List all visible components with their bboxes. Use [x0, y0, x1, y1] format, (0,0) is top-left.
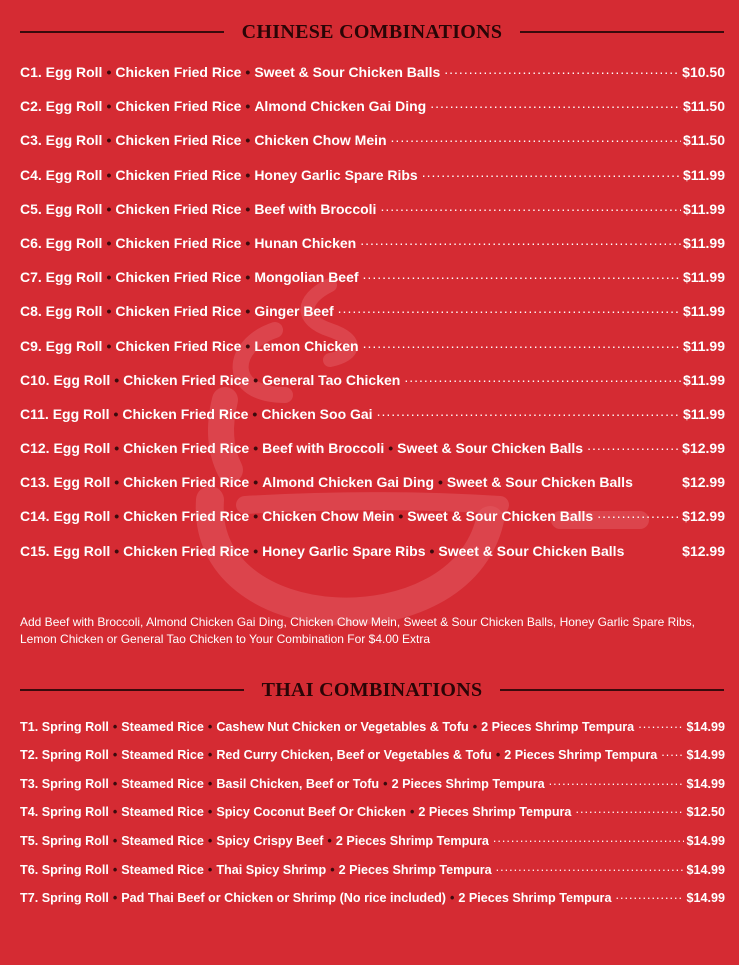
menu-item-component: Beef with Broccoli [254, 200, 377, 217]
dot-leader [496, 861, 685, 874]
bullet-separator: • [253, 474, 259, 491]
menu-item-component: Ginger Beef [254, 303, 334, 320]
menu-item-component: 2 Pieces Shrimp Tempura [458, 891, 612, 906]
menu-item-component: C10. Egg Roll [20, 371, 111, 388]
bullet-separator: • [112, 891, 118, 906]
thai-combination-list [20, 718, 725, 918]
bullet-separator: • [207, 805, 213, 820]
menu-item-price: $14.99 [686, 833, 725, 848]
bullet-separator: • [114, 371, 120, 388]
bullet-separator: • [383, 776, 388, 791]
menu-item-component: C2. Egg Roll [20, 98, 103, 115]
menu-item-description [20, 834, 489, 848]
dot-leader [597, 507, 680, 521]
bullet-separator: • [245, 200, 251, 217]
bullet-separator: • [245, 269, 251, 286]
menu-item-component: Chicken Fried Rice [115, 64, 242, 80]
menu-item-component: Chicken Fried Rice [123, 474, 250, 491]
menu-item-component: C4. Egg Roll [20, 166, 103, 183]
bullet-separator: • [207, 833, 213, 848]
menu-item-component: Mongolian Beef [254, 269, 359, 286]
menu-item-price: $14.99 [686, 719, 725, 734]
menu-item [20, 337, 725, 371]
menu-item-component: 2 Pieces Shrimp Tempura [418, 805, 572, 820]
bullet-separator: • [207, 748, 213, 763]
menu-item [20, 371, 725, 405]
bullet-separator: • [245, 132, 251, 149]
menu-item-description [20, 440, 583, 456]
bullet-separator: • [106, 132, 112, 149]
menu-item-component: Sweet & Sour Chicken Balls [438, 542, 625, 559]
bullet-separator: • [245, 337, 251, 354]
menu-item-description [20, 132, 387, 148]
menu-item-component: Chicken Fried Rice [115, 234, 242, 251]
dot-leader [338, 302, 681, 316]
menu-item-price: $11.99 [682, 405, 725, 422]
menu-item [20, 439, 725, 473]
bullet-separator: • [253, 508, 259, 525]
dot-leader [363, 337, 681, 351]
menu-item-component: Chicken Soo Gai [261, 405, 373, 422]
dot-leader [391, 131, 681, 145]
menu-item-description [20, 372, 400, 388]
menu-item-component: Spicy Coconut Beef Or Chicken [216, 805, 406, 820]
dot-leader [430, 97, 681, 111]
menu-item-component: C8. Egg Roll [20, 303, 103, 320]
bullet-separator: • [114, 508, 120, 525]
menu-item-price: $12.99 [682, 508, 725, 525]
menu-item [20, 268, 725, 302]
menu-item-price: $11.99 [682, 337, 725, 354]
menu-item-description [20, 98, 426, 114]
menu-item-component: Spicy Crispy Beef [216, 833, 324, 848]
dot-leader [377, 405, 681, 419]
menu-item [20, 832, 725, 861]
bullet-separator: • [114, 440, 120, 457]
bullet-separator: • [112, 805, 118, 820]
bullet-separator: • [112, 776, 118, 791]
bullet-separator: • [106, 200, 112, 217]
menu-item-description [20, 891, 611, 905]
menu-item-description [20, 543, 624, 559]
menu-item-component: T7. Spring Roll [20, 891, 109, 906]
dot-leader [587, 439, 680, 453]
menu-item-price: $14.99 [686, 862, 725, 877]
menu-item-price: $11.50 [682, 98, 725, 115]
bullet-separator: • [207, 862, 213, 877]
bullet-separator: • [112, 748, 118, 763]
bullet-separator: • [114, 474, 120, 491]
menu-item-component: General Tao Chicken [262, 371, 401, 388]
menu-item [20, 63, 725, 97]
dot-leader [444, 63, 680, 77]
menu-item-price: $11.99 [682, 371, 725, 388]
bullet-separator: • [106, 269, 112, 286]
menu-item-component: C11. Egg Roll [20, 405, 110, 422]
dot-leader [404, 371, 681, 385]
menu-item-price: $11.99 [682, 269, 725, 286]
menu-item [20, 131, 725, 165]
menu-item-component: Almond Chicken Gai Ding [262, 474, 434, 491]
menu-item-price: $14.99 [686, 776, 725, 791]
menu-item-component: C6. Egg Roll [20, 234, 103, 251]
header-rule-right [500, 689, 724, 691]
dot-leader [380, 200, 680, 214]
menu-item-component: Pad Thai Beef or Chicken or Shrimp (No rice included) [121, 891, 446, 906]
bullet-separator: • [388, 440, 394, 457]
menu-item-component: Steamed Rice [121, 776, 204, 791]
menu-item-component: C1. Egg Roll [20, 64, 103, 80]
menu-item [20, 542, 725, 576]
bullet-separator: • [112, 719, 118, 734]
extra-option-note: Add Beef with Broccoli, Almond Chicken Gai Ding, Chicken Chow Mein, Sweet & Sour Chicken Balls, Honey Garlic Spare Ribs, Lemon Chicken or General Tao Chicken to Your Combination For $4.00 Extra [20, 615, 695, 646]
menu-item-component: 2 Pieces Shrimp Tempura [338, 862, 492, 877]
menu-item-component: C13. Egg Roll [20, 474, 111, 491]
menu-item-price: $14.99 [686, 748, 725, 763]
bullet-separator: • [245, 64, 251, 80]
menu-item [20, 200, 725, 234]
dot-leader [615, 890, 684, 903]
menu-item-component: Steamed Rice [121, 805, 204, 820]
menu-item-component: 2 Pieces Shrimp Tempura [481, 719, 635, 734]
menu-item [20, 775, 725, 804]
menu-item-component: Chicken Fried Rice [123, 508, 250, 525]
menu-item-description [20, 777, 545, 791]
menu-item-price: $11.99 [682, 200, 725, 217]
menu-item [20, 804, 725, 833]
menu-item-component: Chicken Fried Rice [115, 303, 242, 320]
bullet-separator: • [398, 508, 404, 525]
menu-item-component: Chicken Chow Mein [262, 508, 395, 525]
menu-item [20, 890, 725, 919]
header-rule-left [20, 31, 224, 33]
menu-item [20, 861, 725, 890]
header-rule-left [20, 689, 244, 691]
menu-item [20, 302, 725, 336]
menu-item-component: Chicken Fried Rice [115, 337, 242, 354]
chinese-header [20, 17, 724, 47]
menu-item-price: $11.99 [682, 166, 725, 183]
menu-item-description [20, 720, 634, 734]
bullet-separator: • [113, 405, 119, 422]
menu-item [20, 405, 725, 439]
menu-item-price: $11.99 [682, 234, 725, 251]
dot-leader [628, 542, 680, 556]
bullet-separator: • [245, 98, 251, 115]
dot-leader [549, 775, 685, 788]
bullet-separator: • [449, 891, 455, 906]
bullet-separator: • [106, 337, 112, 354]
bullet-separator: • [106, 166, 112, 183]
menu-item-component: T1. Spring Roll [20, 719, 109, 734]
bullet-separator: • [112, 862, 118, 877]
menu-item-component: Beef with Broccoli [262, 440, 385, 457]
menu-item [20, 718, 725, 747]
menu-item-price: $12.99 [682, 440, 725, 457]
menu-item-component: T3. Spring Roll [20, 776, 109, 791]
menu-item-description [20, 303, 334, 319]
bullet-separator: • [207, 719, 213, 734]
menu-item-description [20, 474, 633, 490]
menu-item-component: Sweet & Sour Chicken Balls [446, 474, 633, 491]
menu-item-description [20, 406, 373, 422]
menu-item-description [20, 201, 376, 217]
dot-leader [360, 234, 681, 248]
bullet-separator: • [252, 405, 258, 422]
menu-item-component: Chicken Fried Rice [115, 269, 242, 286]
menu-item-component: Honey Garlic Spare Ribs [254, 166, 418, 183]
bullet-separator: • [114, 542, 120, 559]
dot-leader [575, 804, 684, 817]
menu-item-component: Chicken Fried Rice [123, 371, 250, 388]
menu-item-component: C3. Egg Roll [20, 132, 103, 149]
menu-item-component: C7. Egg Roll [20, 269, 103, 286]
menu-item [20, 166, 725, 200]
bullet-separator: • [472, 719, 478, 734]
bullet-separator: • [253, 542, 259, 559]
bullet-separator: • [106, 234, 112, 251]
chinese-combinations-title: CHINESE COMBINATIONS [241, 20, 503, 43]
menu-item [20, 97, 725, 131]
menu-item-description [20, 508, 593, 524]
dot-leader [638, 718, 684, 731]
menu-item-price: $12.99 [682, 474, 725, 491]
menu-item-component: 2 Pieces Shrimp Tempura [391, 776, 545, 791]
menu-item-component: C15. Egg Roll [20, 542, 111, 559]
menu-item-component: Chicken Fried Rice [123, 542, 250, 559]
menu-item-component: T4. Spring Roll [20, 805, 109, 820]
dot-leader [661, 747, 684, 760]
menu-item-description [20, 748, 657, 762]
menu-item-component: Thai Spicy Shrimp [216, 862, 327, 877]
menu-item-component: Honey Garlic Spare Ribs [262, 542, 426, 559]
chinese-combination-list [20, 63, 725, 576]
menu-item-component: C9. Egg Roll [20, 337, 103, 354]
menu-item-component: Steamed Rice [121, 862, 204, 877]
menu-item-component: Red Curry Chicken, Beef or Vegetables & Tofu [216, 748, 492, 763]
thai-header [20, 675, 724, 705]
menu-item-price: $12.99 [682, 542, 725, 559]
bullet-separator: • [245, 303, 251, 320]
bullet-separator: • [106, 98, 112, 115]
menu-item-component: T2. Spring Roll [20, 748, 109, 763]
menu-item-component: Chicken Fried Rice [115, 166, 242, 183]
menu-item-description [20, 805, 571, 819]
menu-item-component: Chicken Fried Rice [115, 132, 242, 149]
dot-leader [493, 832, 685, 845]
menu-item-description [20, 64, 440, 80]
menu-item-component: Steamed Rice [121, 833, 204, 848]
menu-item-component: Sweet & Sour Chicken Balls [397, 440, 584, 457]
bullet-separator: • [253, 371, 259, 388]
menu-item-component: Chicken Fried Rice [123, 440, 250, 457]
menu-item-component: Almond Chicken Gai Ding [254, 98, 427, 115]
bullet-separator: • [429, 542, 435, 559]
bullet-separator: • [245, 166, 251, 183]
dot-leader [637, 473, 680, 487]
menu-item-description [20, 167, 418, 183]
bullet-separator: • [330, 862, 335, 877]
menu-item-component: Chicken Fried Rice [115, 200, 242, 217]
menu-item-price: $11.50 [682, 132, 725, 149]
menu-item-description [20, 269, 359, 285]
bullet-separator: • [409, 805, 415, 820]
menu-item-price: $10.50 [682, 64, 725, 80]
bullet-separator: • [495, 748, 501, 763]
menu-item-component: Sweet & Sour Chicken Balls [254, 64, 441, 80]
dot-leader [422, 166, 681, 180]
menu-item-component: Chicken Fried Rice [115, 98, 242, 115]
menu-item-component: Basil Chicken, Beef or Tofu [216, 776, 380, 791]
menu-item-component: C12. Egg Roll [20, 440, 111, 457]
menu-item-component: 2 Pieces Shrimp Tempura [335, 833, 489, 848]
bullet-separator: • [112, 833, 118, 848]
menu-item [20, 507, 725, 541]
bullet-separator: • [438, 474, 443, 491]
menu-item-component: Chicken Fried Rice [122, 405, 249, 422]
menu-item-description [20, 863, 492, 877]
bullet-separator: • [106, 64, 112, 80]
menu-item-component: Lemon Chicken [254, 337, 359, 354]
menu-item-description [20, 235, 356, 251]
menu-item [20, 234, 725, 268]
thai-combinations-title: THAI COMBINATIONS [261, 678, 483, 701]
menu-item-price: $11.99 [682, 303, 725, 320]
menu-item-component: T5. Spring Roll [20, 833, 109, 848]
menu-item-component: Cashew Nut Chicken or Vegetables & Tofu [216, 719, 469, 734]
menu-item [20, 747, 725, 776]
menu-item-price: $12.50 [686, 805, 725, 820]
menu-item-price: $14.99 [686, 891, 725, 906]
menu-item-component: C14. Egg Roll [20, 508, 111, 525]
bullet-separator: • [253, 440, 259, 457]
menu-item-component: Hunan Chicken [254, 234, 357, 251]
header-rule-right [520, 31, 724, 33]
menu-item-component: Steamed Rice [121, 719, 204, 734]
dot-leader [363, 268, 681, 282]
bullet-separator: • [207, 776, 213, 791]
menu-item-description [20, 338, 359, 354]
menu-item-component: Chicken Chow Mein [254, 132, 387, 149]
menu-item-component: T6. Spring Roll [20, 862, 109, 877]
bullet-separator: • [245, 234, 251, 251]
menu-item-component: C5. Egg Roll [20, 200, 103, 217]
menu-item [20, 473, 725, 507]
menu-item-component: Steamed Rice [121, 748, 204, 763]
bullet-separator: • [327, 833, 332, 848]
menu-item-component: Sweet & Sour Chicken Balls [407, 508, 594, 525]
bullet-separator: • [106, 303, 112, 320]
menu-item-component: 2 Pieces Shrimp Tempura [504, 748, 658, 763]
